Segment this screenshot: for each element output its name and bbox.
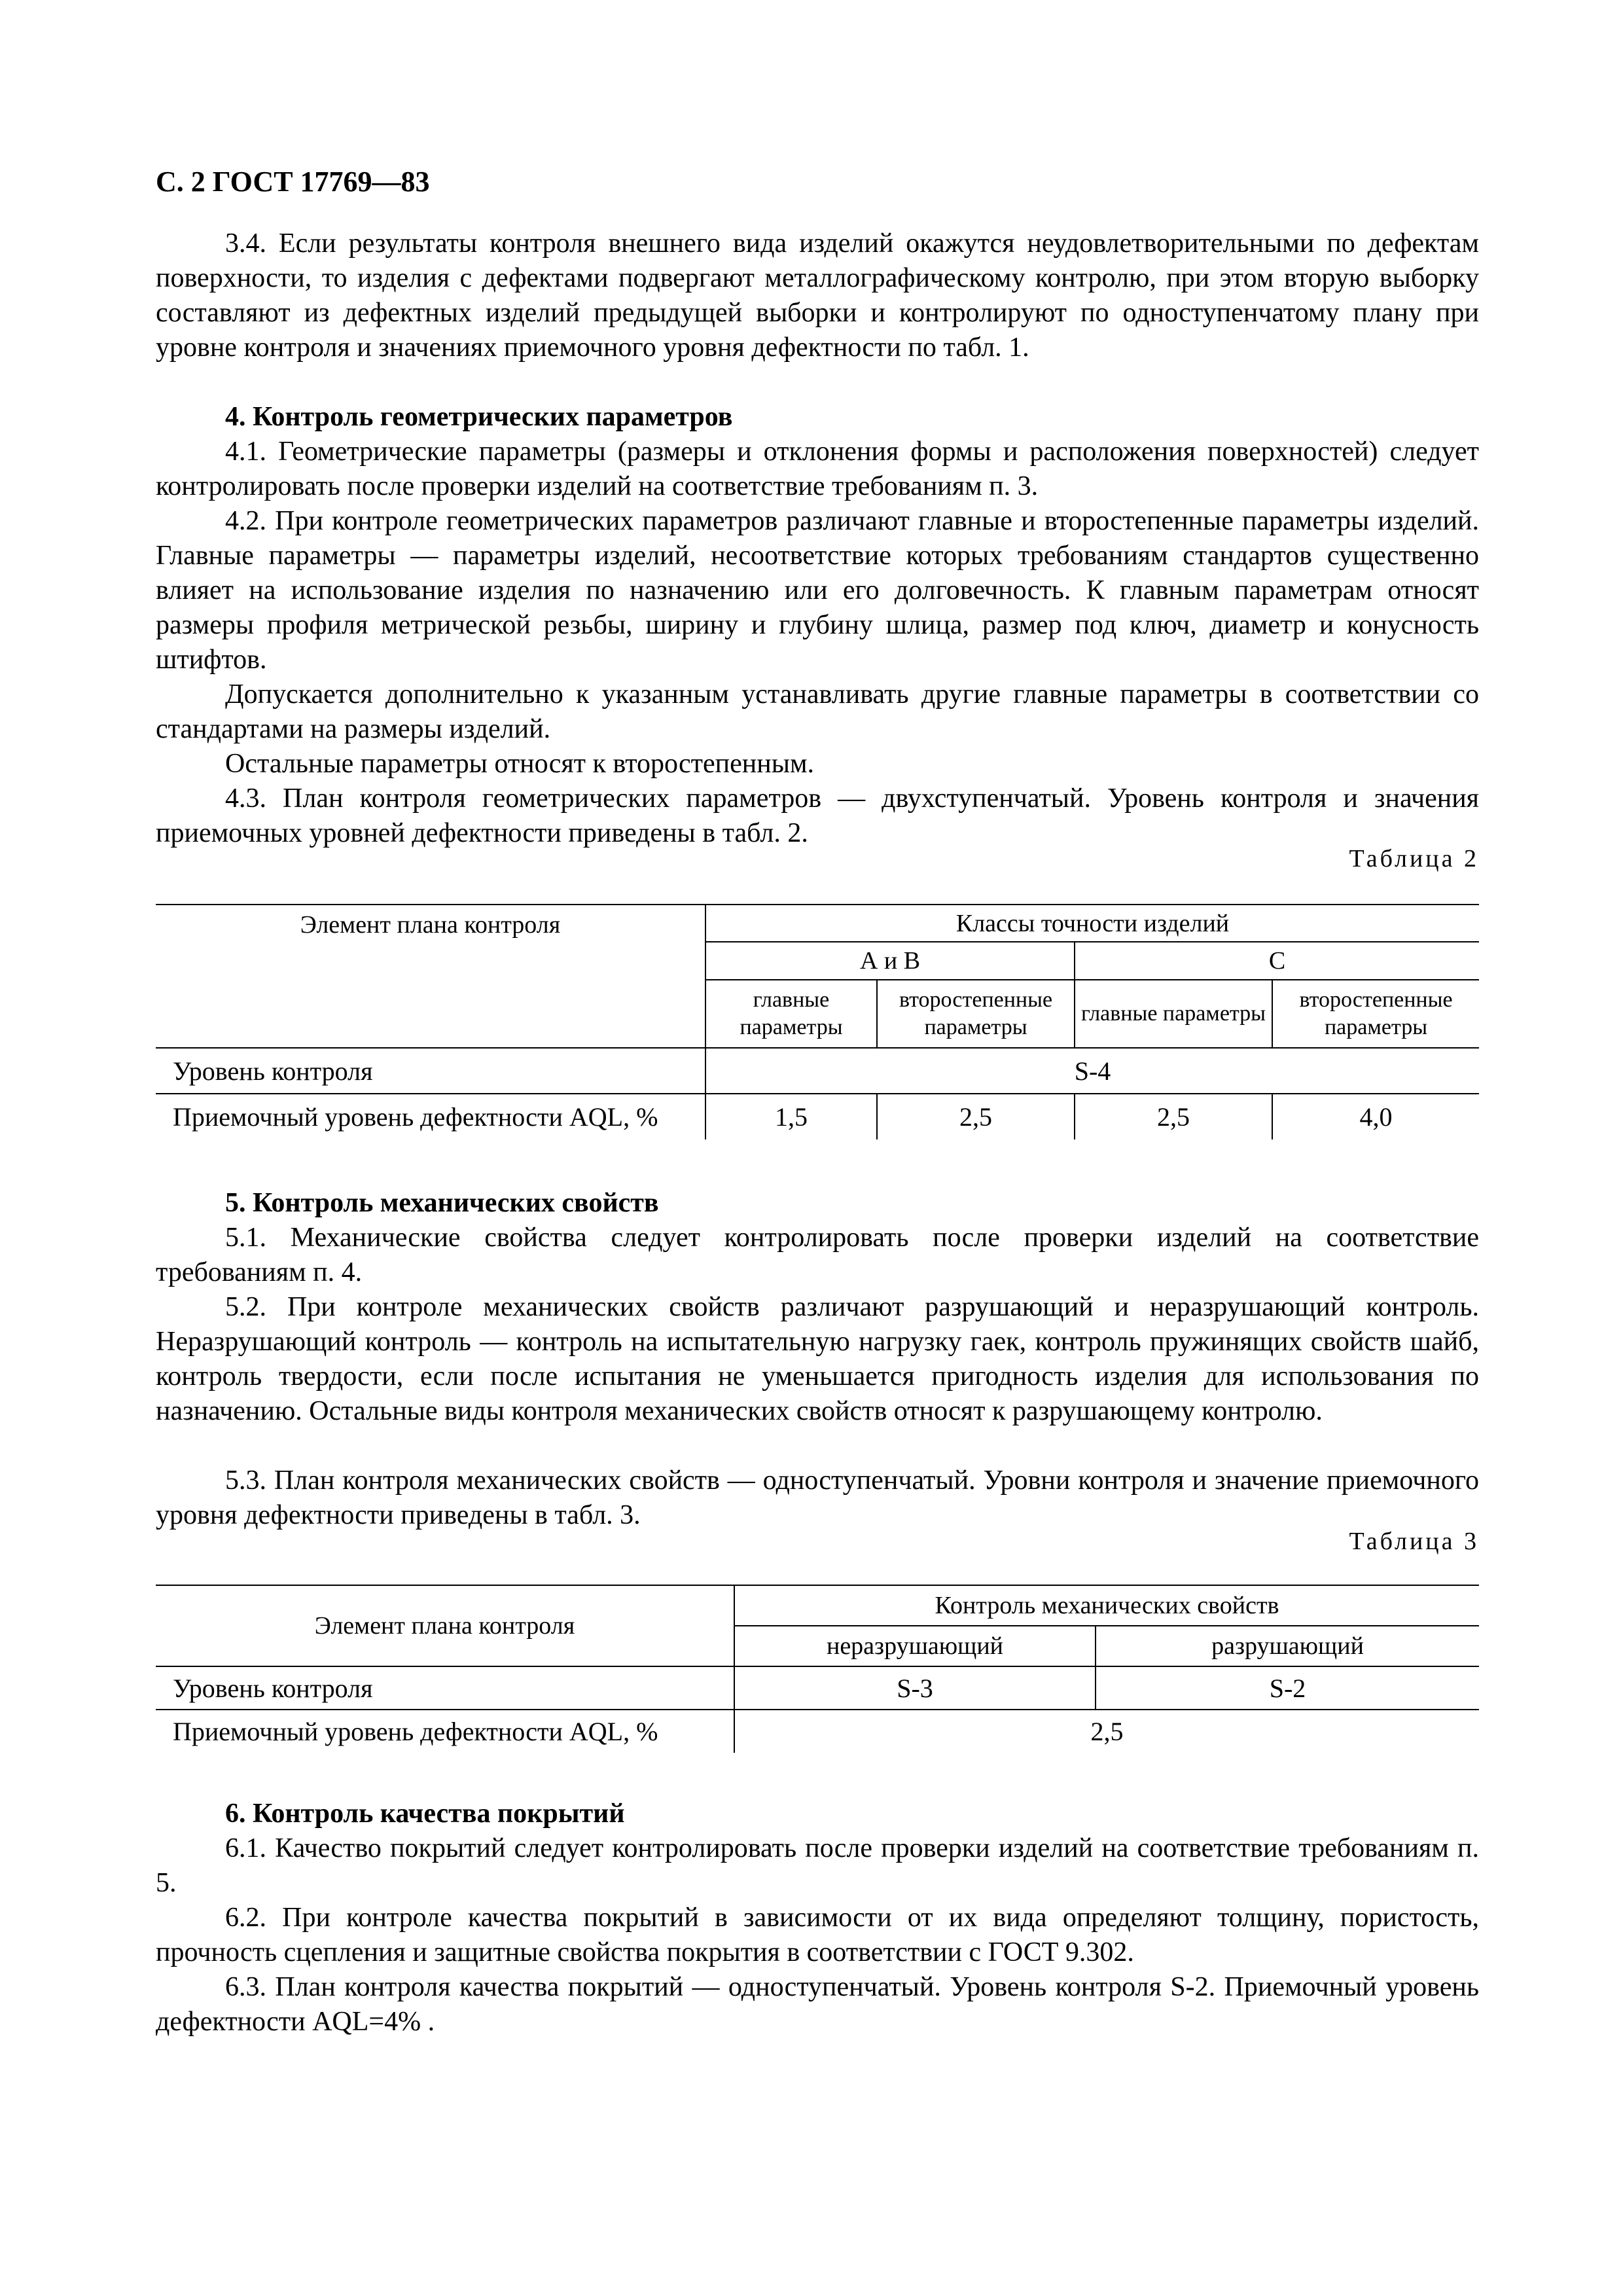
paragraph-6-3: 6.3. План контроля качества покрытий — одноступенчатый. Уровень контроля S-2. Приемочный уровень дефектности AQL=4% . — [156, 1972, 1479, 2037]
table-3-header-mechanical: Контроль механических свойств — [734, 1585, 1479, 1626]
table-2-row-aql-main-ab: 1,5 — [705, 1094, 877, 1139]
table-3-header-destructive: разрушающий — [1096, 1626, 1479, 1666]
table-3-row-control-level-destructive: S-2 — [1096, 1666, 1479, 1710]
table-3-header-nondestructive: неразрушающий — [734, 1626, 1096, 1666]
table-2-header-element: Элемент плана контроля — [156, 905, 705, 1048]
table-2-header-c: С — [1075, 942, 1479, 980]
paragraph-4-2-addition: Допускается дополнительно к указанным устанавливать другие главные параметры в соответствии со стандартами на размеры изделий. — [156, 679, 1479, 744]
table-3-caption: Таблица 3 — [1349, 1528, 1479, 1555]
table-2 — [156, 904, 1479, 1139]
table-3-row-aql-label: Приемочный уровень дефектности AQL, % — [156, 1710, 734, 1753]
paragraph-5-1: 5.1. Механические свойства следует контролировать после проверки изделий на соответствие требованиям п. 4. — [156, 1223, 1479, 1287]
table-3-row-control-level-nondestructive: S-3 — [734, 1666, 1096, 1710]
paragraph-4-1: 4.1. Геометрические параметры (размеры и отклонения формы и расположения поверхностей) следует контролировать после проверки изделий на соответствие требованиям п. 3. — [156, 437, 1479, 501]
table-2-header-ab: А и В — [705, 942, 1075, 980]
table-3 — [156, 1585, 1479, 1753]
paragraph-6-1: 6.1. Качество покрытий следует контролировать после проверки изделий на соответствие требованиям п. 5. — [156, 1833, 1479, 1898]
table-2-header-main-c: главные параметры — [1075, 980, 1272, 1048]
table-3-header-element: Элемент плана контроля — [156, 1585, 734, 1666]
page-header: С. 2 ГОСТ 17769—83 — [156, 166, 430, 198]
table-3-row-aql-value: 2,5 — [734, 1710, 1479, 1753]
paragraph-5-3: 5.3. План контроля механических свойств — одноступенчатый. Уровни контроля и значение приемочного уровня дефектности приведены в табл. 3. — [156, 1465, 1479, 1530]
section-6-heading: 6. Контроль качества покрытий — [225, 1799, 625, 1829]
table-2-row-control-level-value: S-4 — [705, 1048, 1479, 1094]
table-2-row-aql-label: Приемочный уровень дефектности AQL, % — [156, 1094, 705, 1139]
document-page — [156, 0, 1479, 2296]
section-4-heading: 4. Контроль геометрических параметров — [225, 402, 733, 432]
table-2-row-control-level-label: Уровень контроля — [156, 1048, 705, 1094]
table-2-header-secondary-c: второстепенные параметры — [1272, 980, 1479, 1048]
paragraph-4-2: 4.2. При контроле геометрических параметров различают главные и второстепенные параметры изделий. Главные параметры — параметры изделий, несоответствие которых требованиям стандартов существенно влияет на использование изделия по назначению или его долговечность. К главным параметрам относят размеры профиля метрической резьбы, ширину и глубину шлица, размер под ключ, диаметр и конусность штифтов. — [156, 506, 1479, 675]
table-3-row-control-level-label: Уровень контроля — [156, 1666, 734, 1710]
table-2-header-classes: Классы точности изделий — [705, 905, 1479, 942]
table-2-header-secondary-ab: второстепенные параметры — [877, 980, 1075, 1048]
table-2-header-main-ab: главные параметры — [705, 980, 877, 1048]
paragraph-4-3: 4.3. План контроля геометрических параметров — двухступенчатый. Уровень контроля и значения приемочных уровней дефектности приведены в табл. 2. — [156, 783, 1479, 848]
table-2-row-aql-secondary-c: 4,0 — [1272, 1094, 1479, 1139]
table-2-row-aql-secondary-ab: 2,5 — [877, 1094, 1075, 1139]
section-5-heading: 5. Контроль механических свойств — [225, 1188, 659, 1218]
paragraph-4-2-other: Остальные параметры относят к второстепенным. — [225, 749, 815, 779]
paragraph-3-4: 3.4. Если результаты контроля внешнего вида изделий окажутся неудовлетворительными по дефектам поверхности, то изделия с дефектами подвергают металлографическому контролю, при этом вторую выборку составляют из дефектных изделий предыдущей выборки и контролируют по одноступенчатому плану при уровне контроля и значениях приемочного уровня дефектности по табл. 1. — [156, 228, 1479, 363]
table-2-row-aql-main-c: 2,5 — [1075, 1094, 1272, 1139]
table-2-caption: Таблица 2 — [1349, 845, 1479, 872]
paragraph-5-2: 5.2. При контроле механических свойств различают разрушающий и неразрушающий контроль. Неразрушающий контроль — контроль на испытательную нагрузку гаек, контроль пружинящих свойств шайб, контроль твердости, если после испытания не уменьшается пригодность изделия для использования по назначению. Остальные виды контроля механических свойств относят к разрушающему контролю. — [156, 1292, 1479, 1426]
paragraph-6-2: 6.2. При контроле качества покрытий в зависимости от их вида определяют толщину, пористость, прочность сцепления и защитные свойства покрытия в соответствии с ГОСТ 9.302. — [156, 1903, 1479, 1967]
